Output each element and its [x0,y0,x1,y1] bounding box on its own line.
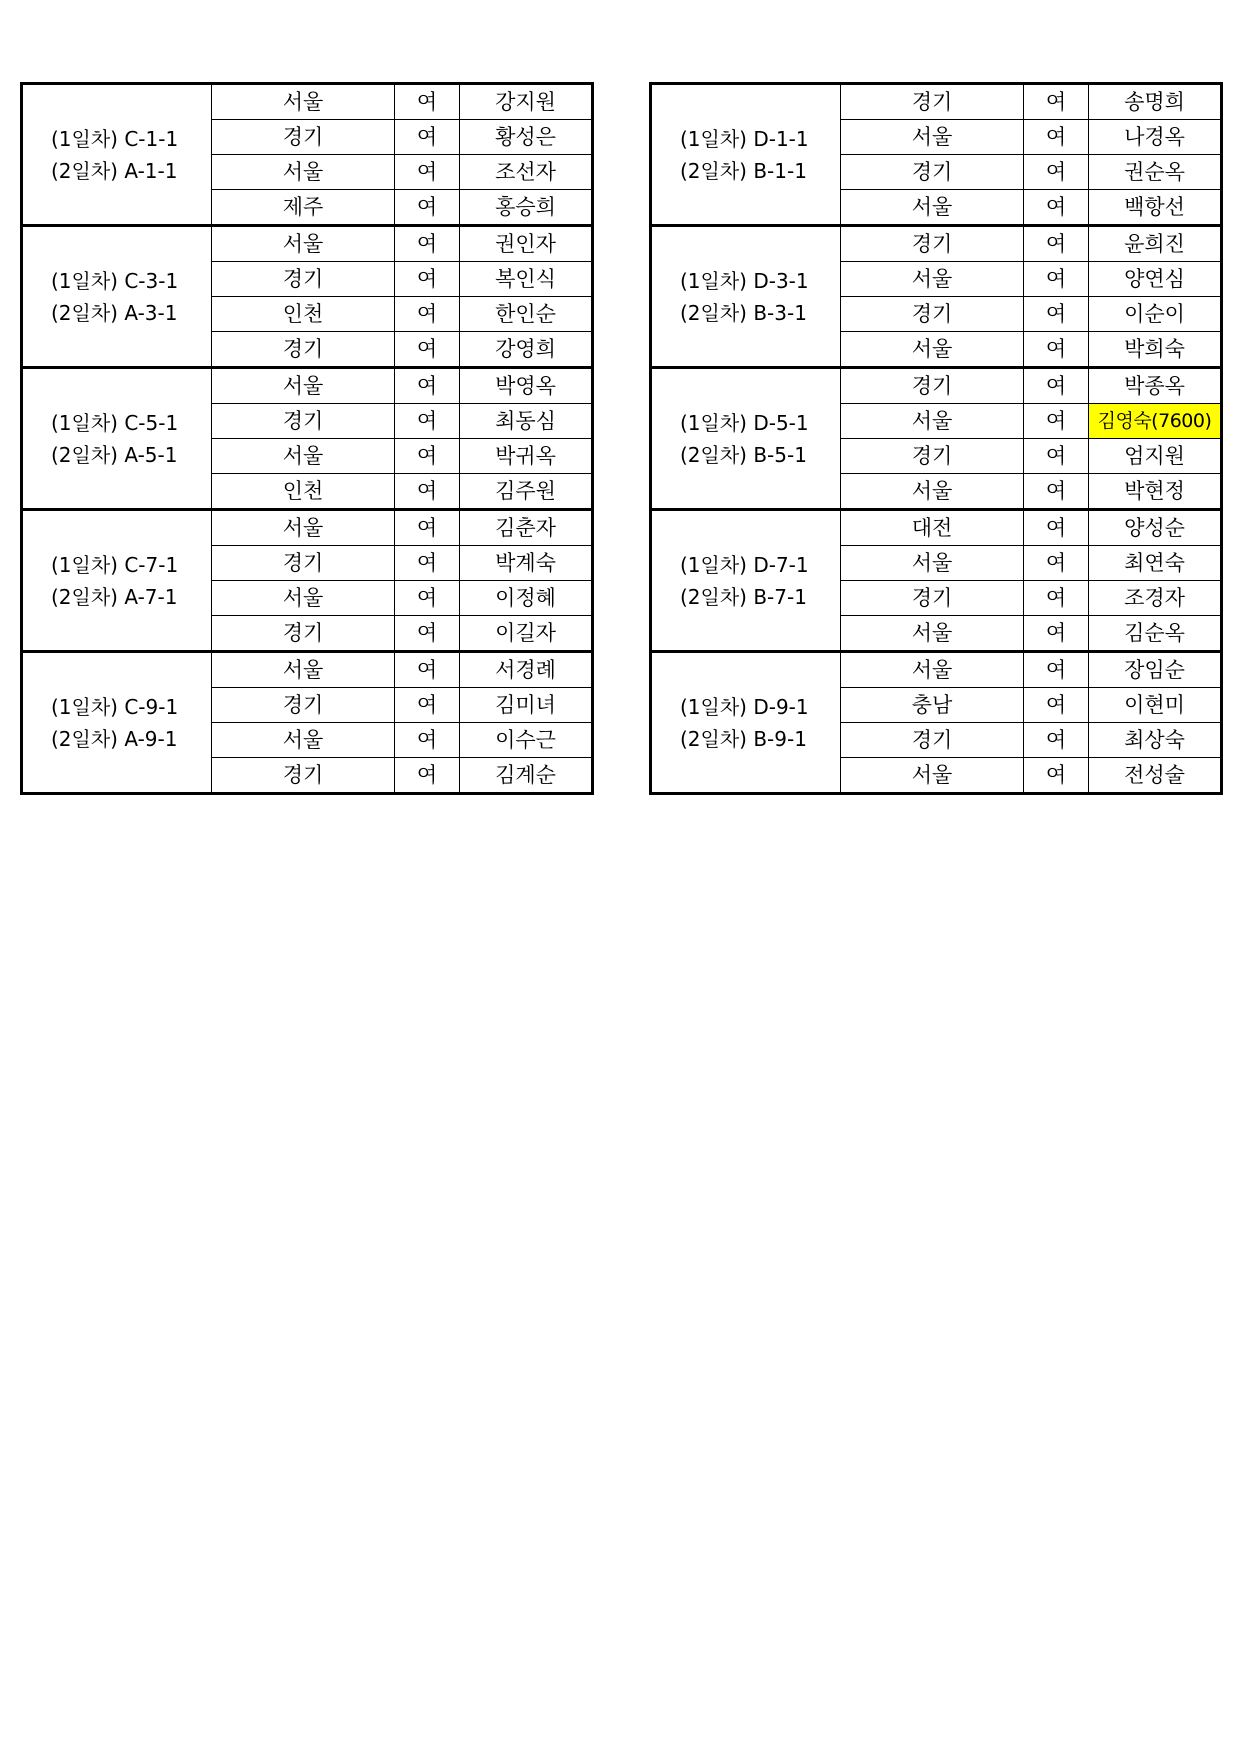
player-name-cell: 서경례 [460,652,593,688]
gender-cell: 여 [395,120,460,155]
gender-cell: 여 [395,723,460,758]
region-cell: 서울 [212,723,395,758]
day1-assignment: (1일차) C-5-1 [51,410,179,435]
day2-assignment: (2일차) B-1-1 [680,158,807,183]
gender-cell: 여 [395,758,460,794]
day2-assignment: (2일차) B-5-1 [680,442,807,467]
player-name-cell: 권순옥 [1089,155,1222,190]
region-cell: 서울 [212,84,395,120]
region-cell: 경기 [212,616,395,652]
player-name-cell: 김미녀 [460,688,593,723]
player-name-cell: 김순옥 [1089,616,1222,652]
region-cell: 서울 [841,474,1024,510]
region-cell: 인천 [212,297,395,332]
table-row [22,510,593,546]
region-cell: 경기 [841,297,1024,332]
player-name-cell: 복인식 [460,262,593,297]
region-cell: 서울 [212,510,395,546]
player-name-cell: 홍승희 [460,190,593,226]
region-cell: 서울 [841,758,1024,794]
region-cell: 경기 [212,688,395,723]
gender-cell: 여 [395,439,460,474]
player-name-cell: 조선자 [460,155,593,190]
table-row [651,84,1222,120]
region-cell: 경기 [841,439,1024,474]
gender-cell: 여 [1024,688,1089,723]
player-name-cell: 이길자 [460,616,593,652]
player-name-cell: 김춘자 [460,510,593,546]
player-name-cell: 강지원 [460,84,593,120]
region-cell: 대전 [841,510,1024,546]
gender-cell: 여 [395,652,460,688]
gender-cell: 여 [395,84,460,120]
group-table-right [649,82,1223,795]
gender-cell: 여 [1024,190,1089,226]
day2-assignment: (2일차) A-3-1 [51,300,178,325]
gender-cell: 여 [1024,226,1089,262]
group-label [22,226,212,368]
gender-cell: 여 [1024,474,1089,510]
day1-assignment: (1일차) C-9-1 [51,694,179,719]
gender-cell: 여 [395,404,460,439]
gender-cell: 여 [1024,652,1089,688]
region-cell: 경기 [212,262,395,297]
gender-cell: 여 [1024,439,1089,474]
region-cell: 경기 [841,581,1024,616]
gender-cell: 여 [1024,262,1089,297]
region-cell: 경기 [841,368,1024,404]
region-cell: 서울 [212,155,395,190]
player-name-cell: 박현정 [1089,474,1222,510]
region-cell: 경기 [841,226,1024,262]
gender-cell: 여 [1024,332,1089,368]
region-cell: 서울 [841,262,1024,297]
gender-cell: 여 [1024,155,1089,190]
gender-cell: 여 [395,332,460,368]
table-row [651,510,1222,546]
region-cell: 인천 [212,474,395,510]
player-name-cell: 송명희 [1089,84,1222,120]
player-name-cell: 이수근 [460,723,593,758]
region-cell: 경기 [212,758,395,794]
gender-cell: 여 [395,688,460,723]
region-cell: 서울 [212,652,395,688]
gender-cell: 여 [395,581,460,616]
player-name-cell: 양연심 [1089,262,1222,297]
gender-cell: 여 [1024,120,1089,155]
player-name-cell: 강영희 [460,332,593,368]
day1-assignment: (1일차) C-7-1 [51,552,179,577]
region-cell: 서울 [841,652,1024,688]
region-cell: 서울 [841,404,1024,439]
gender-cell: 여 [395,546,460,581]
region-cell: 서울 [212,439,395,474]
gender-cell: 여 [1024,546,1089,581]
day2-assignment: (2일차) A-7-1 [51,584,178,609]
player-name-cell: 김계순 [460,758,593,794]
region-cell: 충남 [841,688,1024,723]
gender-cell: 여 [1024,581,1089,616]
player-name-cell: 이순이 [1089,297,1222,332]
region-cell: 서울 [841,190,1024,226]
day1-assignment: (1일차) D-9-1 [680,694,809,719]
gender-cell: 여 [395,510,460,546]
day2-assignment: (2일차) B-7-1 [680,584,807,609]
region-cell: 서울 [841,616,1024,652]
table-row [22,226,593,262]
player-name-cell: 조경자 [1089,581,1222,616]
group-label [651,226,841,368]
player-name-cell: 장임순 [1089,652,1222,688]
player-name-cell: 이현미 [1089,688,1222,723]
day1-assignment: (1일차) D-3-1 [680,268,809,293]
player-name-cell: 박희숙 [1089,332,1222,368]
player-name-cell: 최연숙 [1089,546,1222,581]
gender-cell: 여 [395,155,460,190]
table-row [651,226,1222,262]
region-cell: 서울 [212,581,395,616]
group-label [651,652,841,794]
region-cell: 경기 [841,84,1024,120]
player-name-cell: 김주원 [460,474,593,510]
group-table-left [20,82,594,795]
region-cell: 경기 [212,120,395,155]
group-label [651,84,841,226]
group-label [22,510,212,652]
player-name-cell: 황성은 [460,120,593,155]
table-row [651,368,1222,404]
gender-cell: 여 [1024,368,1089,404]
day1-assignment: (1일차) D-5-1 [680,410,809,435]
gender-cell: 여 [395,226,460,262]
gender-cell: 여 [395,474,460,510]
gender-cell: 여 [395,297,460,332]
player-name-cell: 양성순 [1089,510,1222,546]
day2-assignment: (2일차) A-5-1 [51,442,178,467]
region-cell: 서울 [212,368,395,404]
player-name-cell: 백항선 [1089,190,1222,226]
region-cell: 서울 [841,546,1024,581]
gender-cell: 여 [395,190,460,226]
region-cell: 경기 [212,404,395,439]
region-cell: 서울 [841,332,1024,368]
region-cell: 경기 [841,155,1024,190]
player-name-cell: 이정혜 [460,581,593,616]
player-name-cell: 최상숙 [1089,723,1222,758]
group-label [22,652,212,794]
region-cell: 서울 [841,120,1024,155]
player-name-cell: 김영숙(7600) [1089,404,1222,439]
player-name-cell: 박종옥 [1089,368,1222,404]
gender-cell: 여 [1024,297,1089,332]
player-name-cell: 윤희진 [1089,226,1222,262]
player-name-cell: 박계숙 [460,546,593,581]
day1-assignment: (1일차) D-7-1 [680,552,809,577]
day2-assignment: (2일차) B-9-1 [680,726,807,751]
gender-cell: 여 [1024,404,1089,439]
table-row [22,84,593,120]
gender-cell: 여 [1024,510,1089,546]
gender-cell: 여 [1024,616,1089,652]
gender-cell: 여 [395,616,460,652]
day1-assignment: (1일차) D-1-1 [680,126,809,151]
day1-assignment: (1일차) C-1-1 [51,126,179,151]
region-cell: 서울 [212,226,395,262]
region-cell: 경기 [841,723,1024,758]
player-name-cell: 권인자 [460,226,593,262]
group-label [22,84,212,226]
day2-assignment: (2일차) A-1-1 [51,158,178,183]
player-name-cell: 박귀옥 [460,439,593,474]
gender-cell: 여 [395,368,460,404]
group-label [22,368,212,510]
group-label [651,510,841,652]
gender-cell: 여 [395,262,460,297]
day1-assignment: (1일차) C-3-1 [51,268,179,293]
region-cell: 경기 [212,332,395,368]
region-cell: 경기 [212,546,395,581]
table-row [651,652,1222,688]
group-label [651,368,841,510]
table-row [22,368,593,404]
gender-cell: 여 [1024,758,1089,794]
table-row [22,652,593,688]
player-name-cell: 한인순 [460,297,593,332]
gender-cell: 여 [1024,723,1089,758]
region-cell: 제주 [212,190,395,226]
player-name-cell: 엄지원 [1089,439,1222,474]
gender-cell: 여 [1024,84,1089,120]
player-name-cell: 박영옥 [460,368,593,404]
player-name-cell: 전성술 [1089,758,1222,794]
day2-assignment: (2일차) B-3-1 [680,300,807,325]
day2-assignment: (2일차) A-9-1 [51,726,178,751]
player-name-cell: 최동심 [460,404,593,439]
player-name-cell: 나경옥 [1089,120,1222,155]
